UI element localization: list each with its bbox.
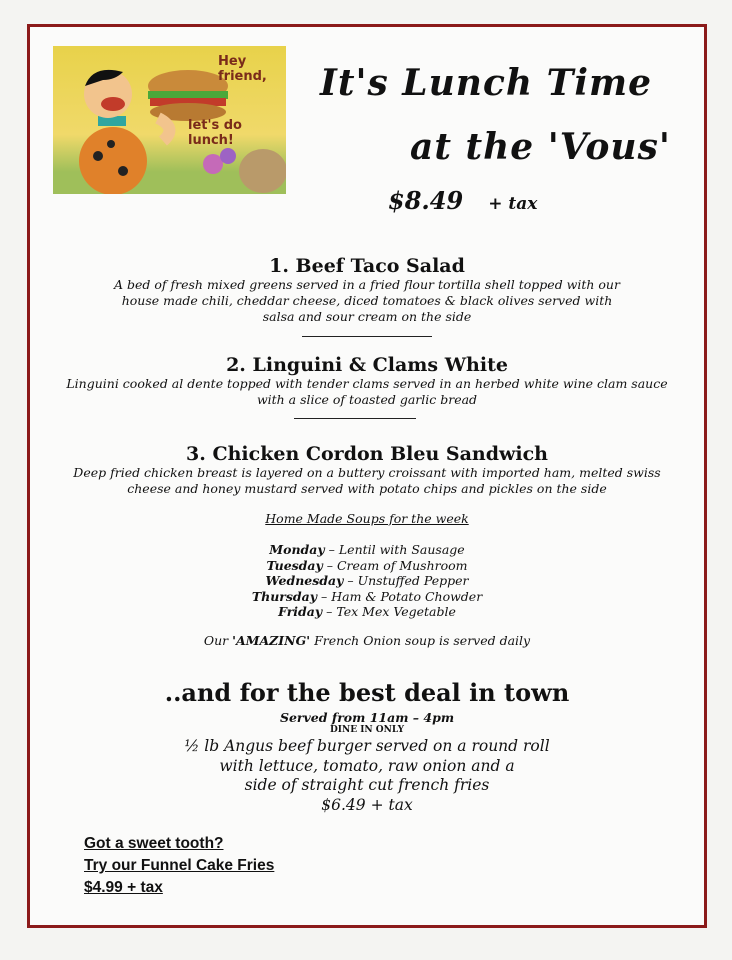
burger-line: ½ lb Angus beef burger served on a round roll	[184, 737, 550, 755]
soup-day-item: – Tex Mex Vegetable	[322, 604, 456, 619]
burger-price: $6.49 + tax	[321, 795, 413, 814]
menu-item-desc	[30, 376, 704, 408]
soup-day-item: – Cream of Mushroom	[322, 557, 468, 573]
soup-day-item: – Lentil with Sausage	[324, 542, 465, 557]
daily-soup-suffix: French Onion soup is served daily	[310, 633, 531, 648]
soup-day-name: Wednesday	[265, 573, 344, 588]
menu-item-desc-line: cheese and honey mustard served with potato chips and pickles on the side	[127, 481, 607, 496]
menu-item-desc-line: Linguini cooked al dente topped with tender clams served in an herbed white wine clam sauce	[66, 376, 668, 391]
speech-bubble-top: Hey friend,	[218, 54, 267, 84]
soup-day-name: Tuesday	[266, 557, 323, 573]
soups-list	[30, 542, 704, 620]
menu-title-line1: It's Lunch Time	[320, 62, 653, 104]
lunch-price	[388, 186, 537, 215]
soup-day	[30, 542, 704, 558]
sweet-tooth-heading: Got a sweet tooth?	[84, 835, 224, 852]
soup-day	[30, 558, 704, 574]
menu-item-2	[30, 354, 704, 408]
funnel-cake-price: $4.99 + tax	[84, 879, 163, 896]
menu-item-desc	[30, 465, 704, 497]
daily-soup-prefix: Our	[203, 633, 233, 648]
burger-line: with lettuce, tomato, raw onion and a	[219, 756, 515, 775]
burger-line: side of straight cut french fries	[244, 776, 490, 794]
soup-day-item: – Unstuffed Pepper	[343, 573, 469, 588]
soup-day	[30, 604, 704, 620]
menu-item-desc-line: with a slice of toasted garlic bread	[256, 392, 478, 407]
menu-title-line2: at the 'Vous'	[410, 126, 671, 168]
soup-day	[30, 589, 704, 605]
menu-item-desc-line: house made chili, cheddar cheese, diced tomatoes & black olives served with	[121, 293, 613, 308]
soup-day-name: Monday	[269, 542, 325, 557]
soup-day-name: Thursday	[251, 588, 318, 604]
menu-item-title: 1. Beef Taco Salad	[269, 255, 465, 277]
menu-item-desc-line: salsa and sour cream on the side	[262, 309, 472, 324]
daily-soup-emphasis: 'AMAZING'	[232, 633, 311, 648]
soup-day	[30, 573, 704, 589]
divider	[294, 418, 416, 419]
menu-item-title: 2. Linguini & Clams White	[226, 354, 508, 376]
menu-item-1	[30, 255, 704, 325]
menu-item-3	[30, 443, 704, 497]
soup-day-name: Friday	[278, 604, 323, 619]
best-deal-heading: ..and for the best deal in town	[164, 678, 570, 707]
soups-heading: Home Made Soups for the week	[265, 511, 469, 526]
dine-in-note: DINE IN ONLY	[329, 725, 405, 735]
lunch-price-tax: + tax	[488, 194, 538, 214]
menu-item-desc-line: A bed of fresh mixed greens served in a fried flour tortilla shell topped with our	[114, 277, 620, 292]
menu-item-desc	[30, 277, 704, 325]
flintstone-cartoon-image	[53, 46, 286, 194]
menu-item-desc-line: Deep fried chicken breast is layered on a buttery croissant with imported ham, melted swiss	[73, 465, 661, 480]
menu-item-title: 3. Chicken Cordon Bleu Sandwich	[186, 443, 548, 465]
served-hours: Served from 11am – 4pm	[279, 710, 455, 725]
speech-bubble-bottom: let's do lunch!	[188, 118, 242, 148]
funnel-cake-line: Try our Funnel Cake Fries	[84, 857, 275, 874]
lunch-price-value: $8.49	[388, 186, 464, 215]
soup-day-item: – Ham & Potato Chowder	[317, 588, 483, 604]
daily-soup-note	[30, 633, 704, 649]
divider	[302, 336, 432, 337]
burger-description	[30, 737, 704, 815]
